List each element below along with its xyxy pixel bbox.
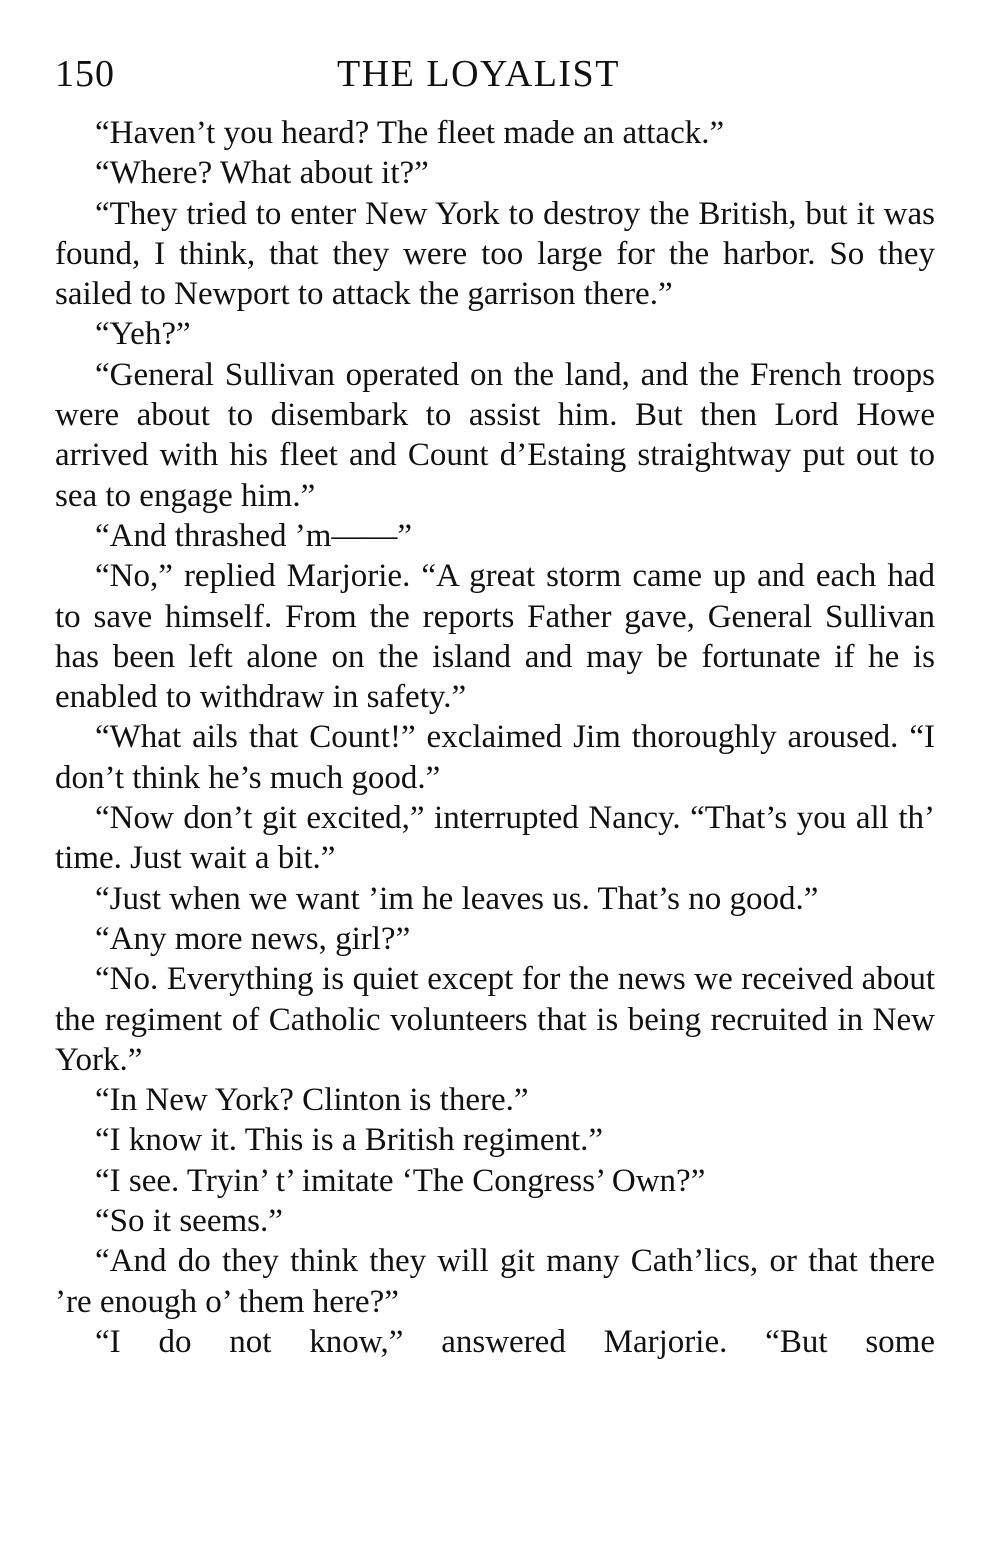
paragraph: “Now don’t git excited,” interrupted Nancy. “That’s you all th’ time. Just wait a bit.”: [55, 800, 935, 877]
paragraph: “I do not know,” answered Marjorie. “But some: [95, 1323, 935, 1360]
page-header: [55, 46, 935, 102]
paragraph: “Yeh?”: [95, 316, 191, 353]
paragraph: “Haven’t you heard? The fleet made an attack.”: [95, 115, 725, 151]
paragraph: “They tried to enter New York to destroy the British, but it was found, I think, that they were too large for the harbor. So they sailed to Newport to attack the garrison there.”: [55, 195, 935, 313]
paragraph: “And thrashed ’m——”: [95, 517, 413, 554]
body-text: [55, 113, 935, 1362]
paragraph: “No. Everything is quiet except for the news we received about the regiment of Catholic volunteers that is being recruited in New York.”: [55, 961, 935, 1078]
paragraph: “And do they think they will git many Cath’lics, or that there ’re enough o’ them here?”: [55, 1243, 935, 1320]
paragraph: “No,” replied Marjorie. “A great storm came up and each had to save himself. From the reports Father gave, General Sullivan has been left alone on the island and may be fortunate if he is enabled to withdraw in safety.”: [55, 558, 935, 716]
paragraph: “Any more news, girl?”: [95, 920, 411, 957]
running-title: THE LOYALIST: [337, 53, 620, 95]
paragraph: “Where? What about it?”: [95, 155, 429, 192]
paragraph: “What ails that Count!” exclaimed Jim thoroughly aroused. “I don’t think he’s much good.”: [55, 719, 935, 796]
paragraph: “Just when we want ’im he leaves us. That’s no good.”: [95, 880, 819, 917]
paragraph: “So it seems.”: [95, 1203, 283, 1240]
paragraph: “I see. Tryin’ t’ imitate ‘The Congress’ Own?”: [95, 1162, 706, 1199]
paragraph: “General Sullivan operated on the land, and the French troops were about to disembark to assist him. But then Lord Howe arrived with his fleet and Count d’Estaing straightway put out to sea to engage him.”: [55, 356, 935, 514]
paragraph: “In New York? Clinton is there.”: [95, 1082, 529, 1119]
page-number: 150: [55, 53, 115, 95]
paragraph: “I know it. This is a British regiment.”: [95, 1122, 604, 1159]
